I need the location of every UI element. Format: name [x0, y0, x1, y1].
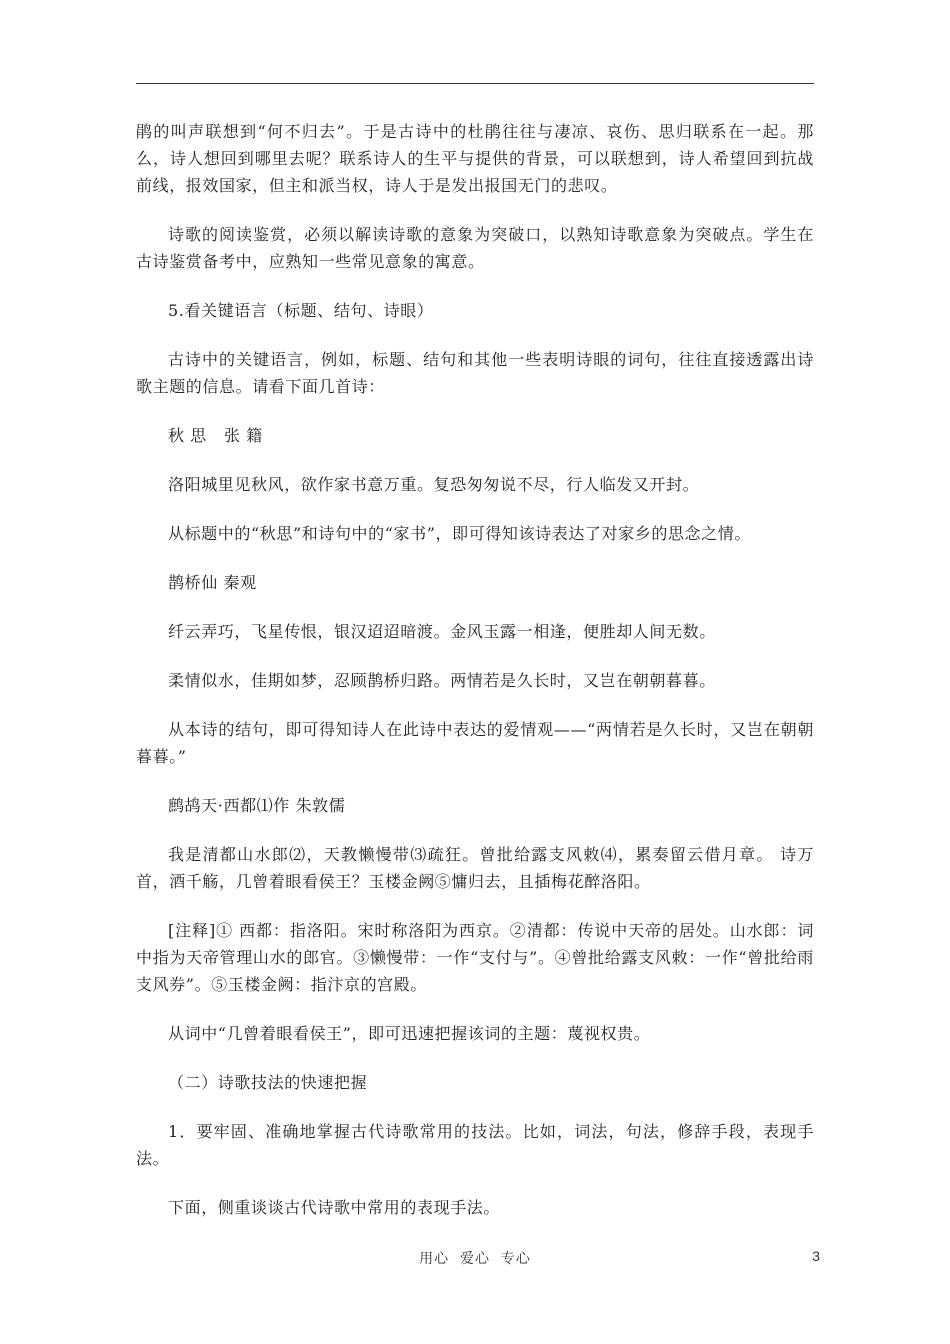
header-rule: [136, 83, 814, 84]
document-body: [136, 118, 814, 1243]
section-heading: 5.看关键语言（标题、结句、诗眼）: [168, 301, 434, 320]
poem-title: 鹧鸪天·西都⑴作 朱敦儒: [168, 796, 346, 815]
page-number: 3: [812, 1248, 820, 1264]
poem-line: 洛阳城里见秋风，欲作家书意万重。复恐匆匆说不尽，行人临发又开封。: [168, 475, 700, 494]
paragraph: 从本诗的结句，即可得知诗人在此诗中表达的爱情观——“两情若是久长时，又岂在朝朝暮暮。”: [136, 720, 814, 766]
paragraph: 从标题中的“秋思”和诗句中的“家书”，即可得知该诗表达了对家乡的思念之情。: [168, 524, 751, 543]
footer-motto: 用心 爱心 专心: [419, 1251, 531, 1267]
paragraph: 1．要牢固、准确地掌握古代诗歌常用的技法。比如，词法，句法，修辞手段，表现手法。: [136, 1122, 814, 1168]
poem-line: 柔情似水，佳期如梦，忍顾鹊桥归路。两情若是久长时，又岂在朝朝暮暮。: [168, 671, 716, 690]
paragraph: 下面，侧重谈谈古代诗歌中常用的表现手法。: [168, 1198, 501, 1217]
poem-title: 鹊桥仙 秦观: [168, 573, 257, 592]
paragraph: 鹃的叫声联想到“何不归去”。于是古诗中的杜鹃往往与凄凉、哀伤、思归联系在一起。那么，诗人想回到哪里去呢？联系诗人的生平与提供的背景，可以联想到，诗人希望回到抗战前线，报效国家，但主和派当权，诗人于是发出报国无门的悲叹。: [136, 122, 814, 195]
annotation: [注释]① 西都：指洛阳。宋时称洛阳为西京。②清都：传说中天帝的居处。山水郎：词中指为天帝管理山水的郎官。③懒慢带：一作“支付与”。④曾批给露支风敕：一作“曾批给雨支风券”。⑤玉楼金阙：指汴京的宫殿。: [136, 921, 814, 994]
paragraph: 古诗中的关键语言，例如，标题、结句和其他一些表明诗眼的词句，往往直接透露出诗歌主题的信息。请看下面几首诗：: [136, 350, 814, 396]
section-heading: （二）诗歌技法的快速把握: [168, 1073, 368, 1092]
poem-line: 我是清都山水郎⑵，天教懒慢带⑶疏狂。曾批给露支风敕⑷，累奏留云借月章。 诗万首，酒千觞，几曾着眼看侯王？玉楼金阙⑤慵归去，且插梅花醉洛阳。: [136, 845, 814, 891]
paragraph: 诗歌的阅读鉴赏，必须以解读诗歌的意象为突破口，以熟知诗歌意象为突破点。学生在古诗鉴赏备考中，应熟知一些常见意象的寓意。: [136, 225, 814, 271]
paragraph: 从词中“几曾着眼看侯王”，即可迅速把握该词的主题：蔑视权贵。: [168, 1024, 651, 1043]
poem-title: 秋 思 张 籍: [168, 426, 263, 445]
poem-line: 纤云弄巧，飞星传恨，银汉迢迢暗渡。金风玉露一相逢，便胜却人间无数。: [168, 622, 716, 641]
